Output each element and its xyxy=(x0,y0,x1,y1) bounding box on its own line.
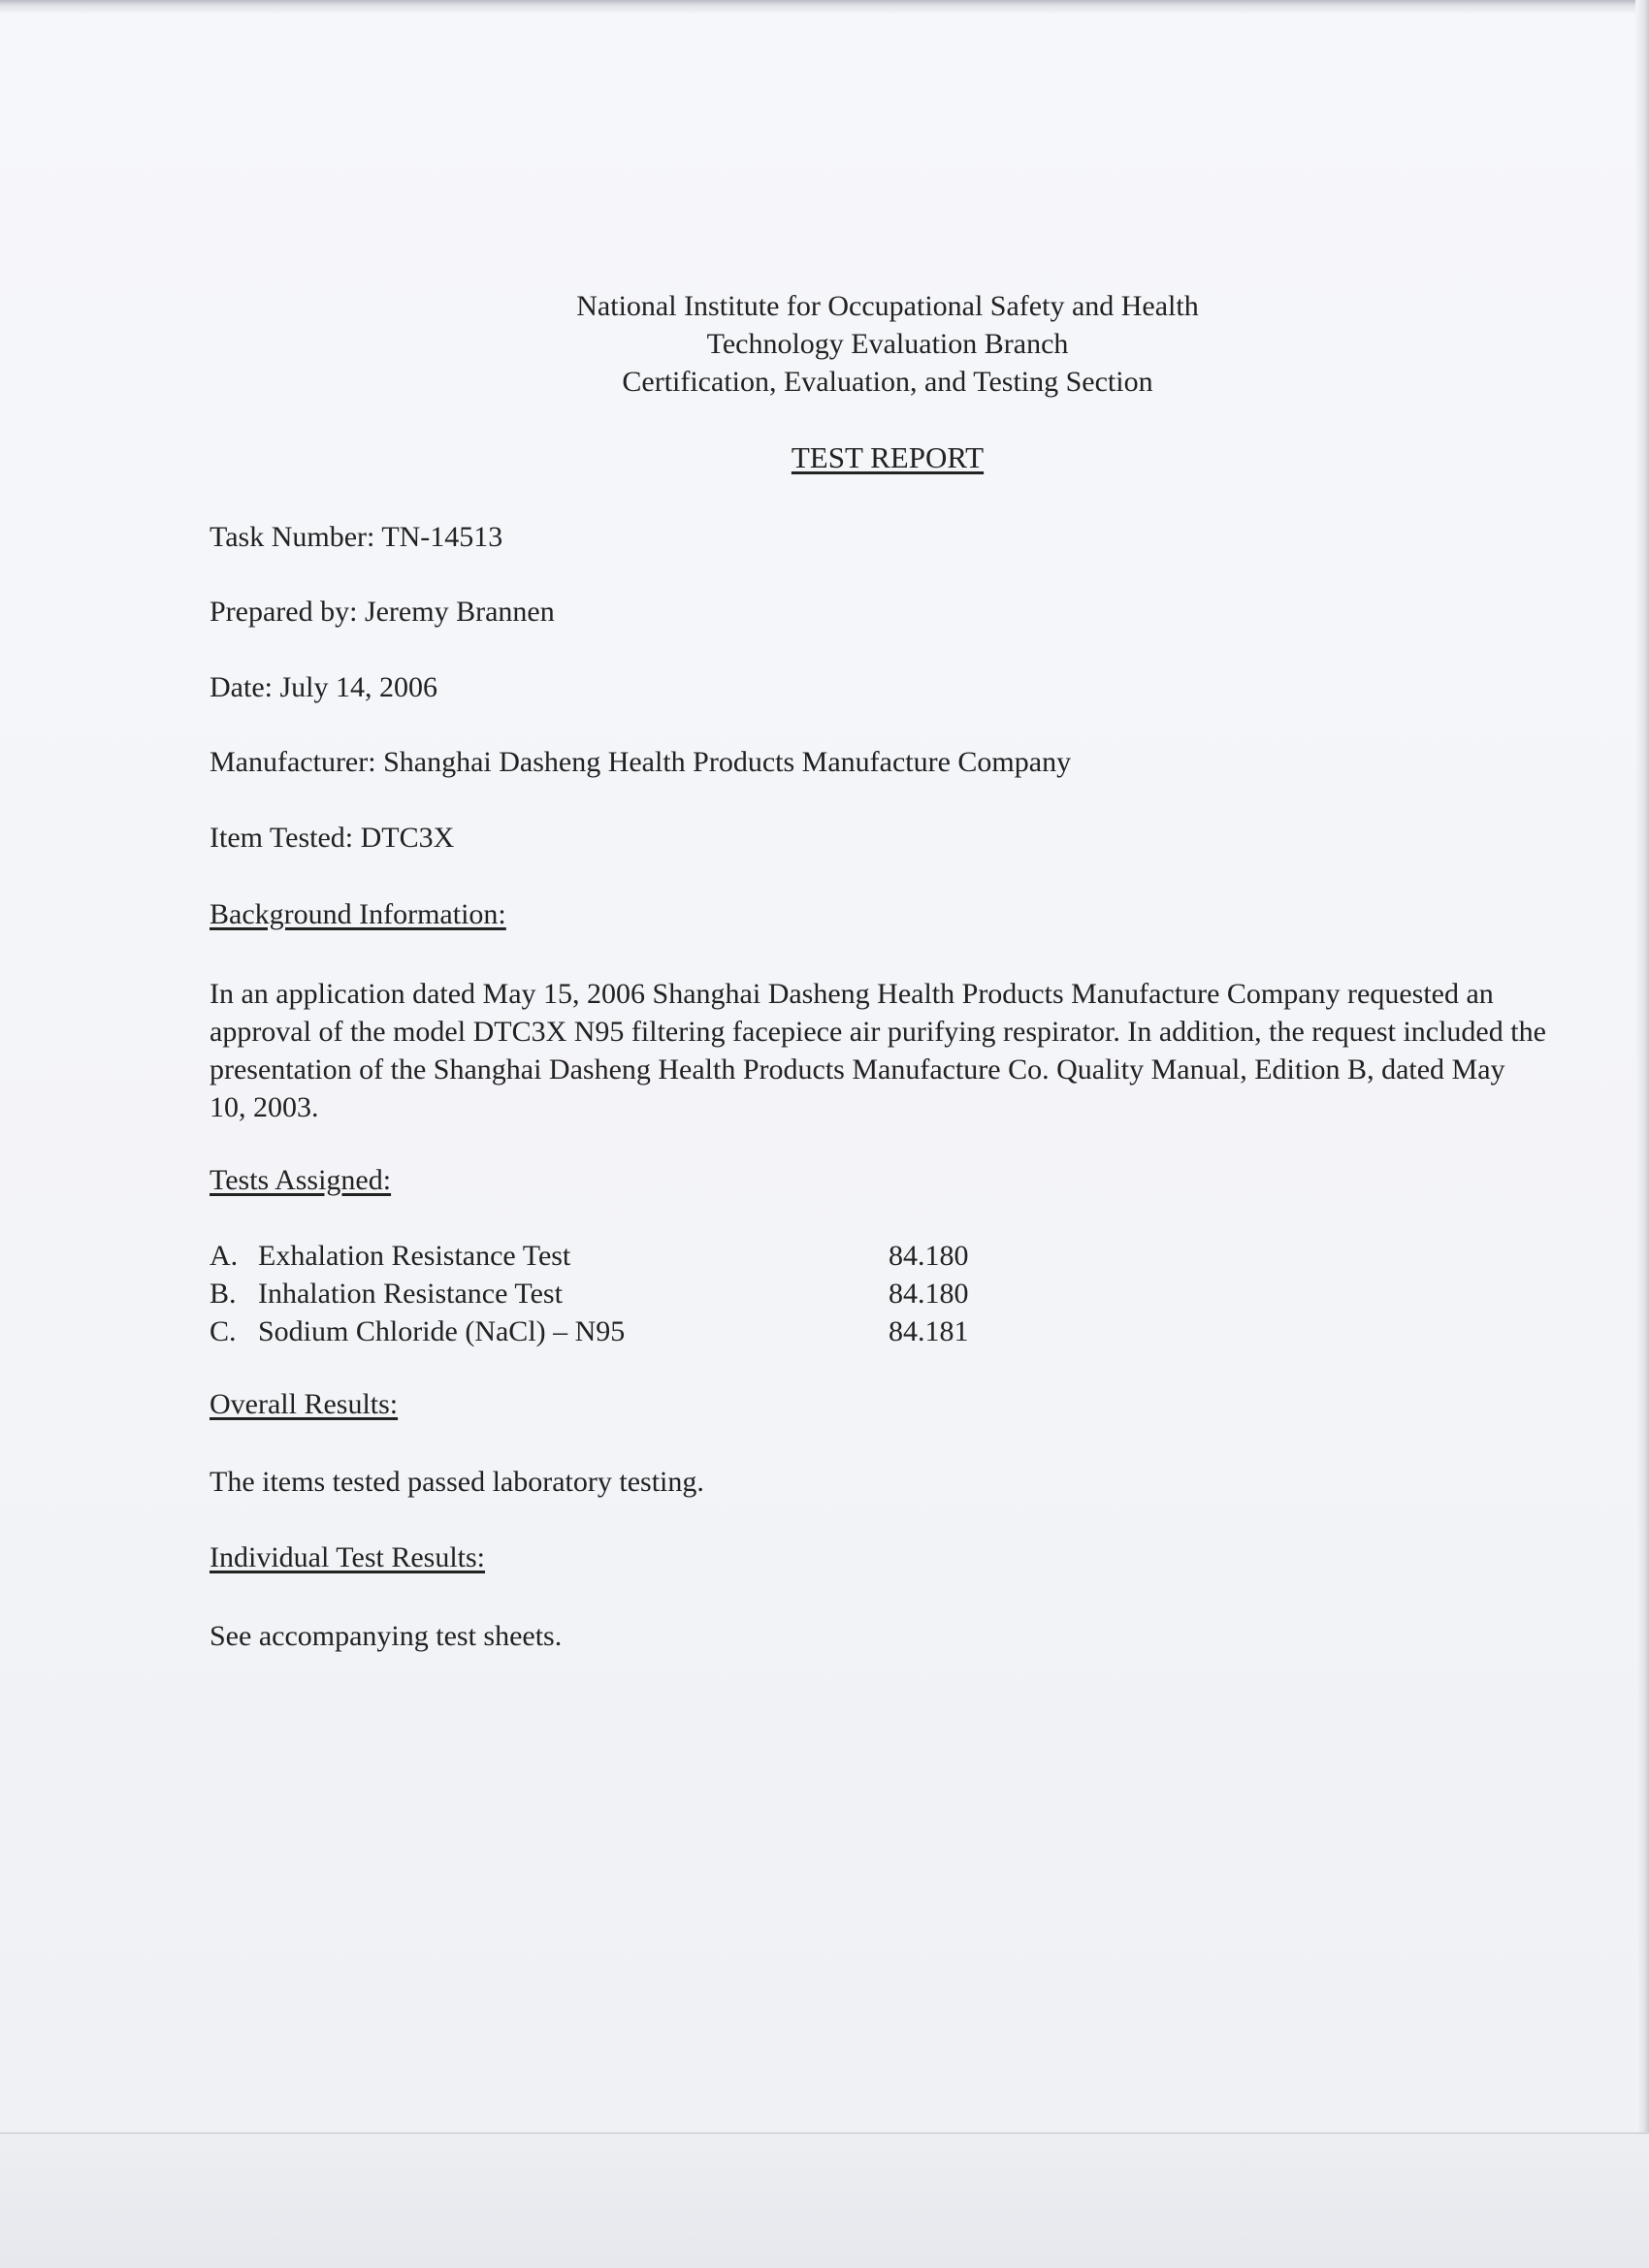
individual-results-text: See accompanying test sheets. xyxy=(210,1620,563,1652)
test-item xyxy=(210,1275,1005,1312)
tests-assigned-list xyxy=(210,1237,1005,1350)
header-branch: Technology Evaluation Branch xyxy=(706,328,1069,360)
test-name: Inhalation Resistance Test xyxy=(258,1278,563,1310)
test-section: 84.180 xyxy=(889,1240,969,1272)
overall-results-text: The items tested passed laboratory testing. xyxy=(210,1466,704,1498)
scan-top-edge xyxy=(0,0,1649,14)
item-tested: Item Tested: DTC3X xyxy=(210,822,455,854)
header-section: Certification, Evaluation, and Testing Section xyxy=(622,366,1153,398)
scan-bottom-edge xyxy=(0,2134,1649,2268)
test-letter: A. xyxy=(210,1240,239,1272)
test-item xyxy=(210,1237,1005,1275)
institution-header xyxy=(0,287,1649,401)
task-number: Task Number: TN-14513 xyxy=(210,521,503,553)
report-title: TEST REPORT xyxy=(791,440,985,474)
background-heading: Background Information: xyxy=(210,898,506,930)
test-letter: C. xyxy=(210,1315,237,1347)
test-section: 84.181 xyxy=(889,1315,969,1347)
report-date: Date: July 14, 2006 xyxy=(210,671,437,703)
test-item xyxy=(210,1312,1005,1350)
prepared-by: Prepared by: Jeremy Brannen xyxy=(210,596,555,628)
overall-results-heading: Overall Results: xyxy=(210,1388,399,1420)
background-text: In an application dated May 15, 2006 Shanghai Dasheng Health Products Manufacture Company requested an approval of the model DTC3X N95 filtering facepiece air purifying respirator. In addition, the request included the presentation of the Shanghai Dasheng Health Products Manufacture Co. Quality Manual, Edition B, dated May 10, 2003. xyxy=(210,978,1546,1123)
tests-assigned-heading: Tests Assigned: xyxy=(210,1164,392,1196)
manufacturer: Manufacturer: Shanghai Dasheng Health Products Manufacture Company xyxy=(210,746,1072,778)
individual-results-heading: Individual Test Results: xyxy=(210,1541,486,1573)
test-section: 84.180 xyxy=(889,1278,969,1310)
header-institute: National Institute for Occupational Safety and Health xyxy=(576,290,1199,322)
test-letter: B. xyxy=(210,1278,237,1310)
test-name: Sodium Chloride (NaCl) – N95 xyxy=(258,1315,626,1347)
test-name: Exhalation Resistance Test xyxy=(258,1240,571,1272)
